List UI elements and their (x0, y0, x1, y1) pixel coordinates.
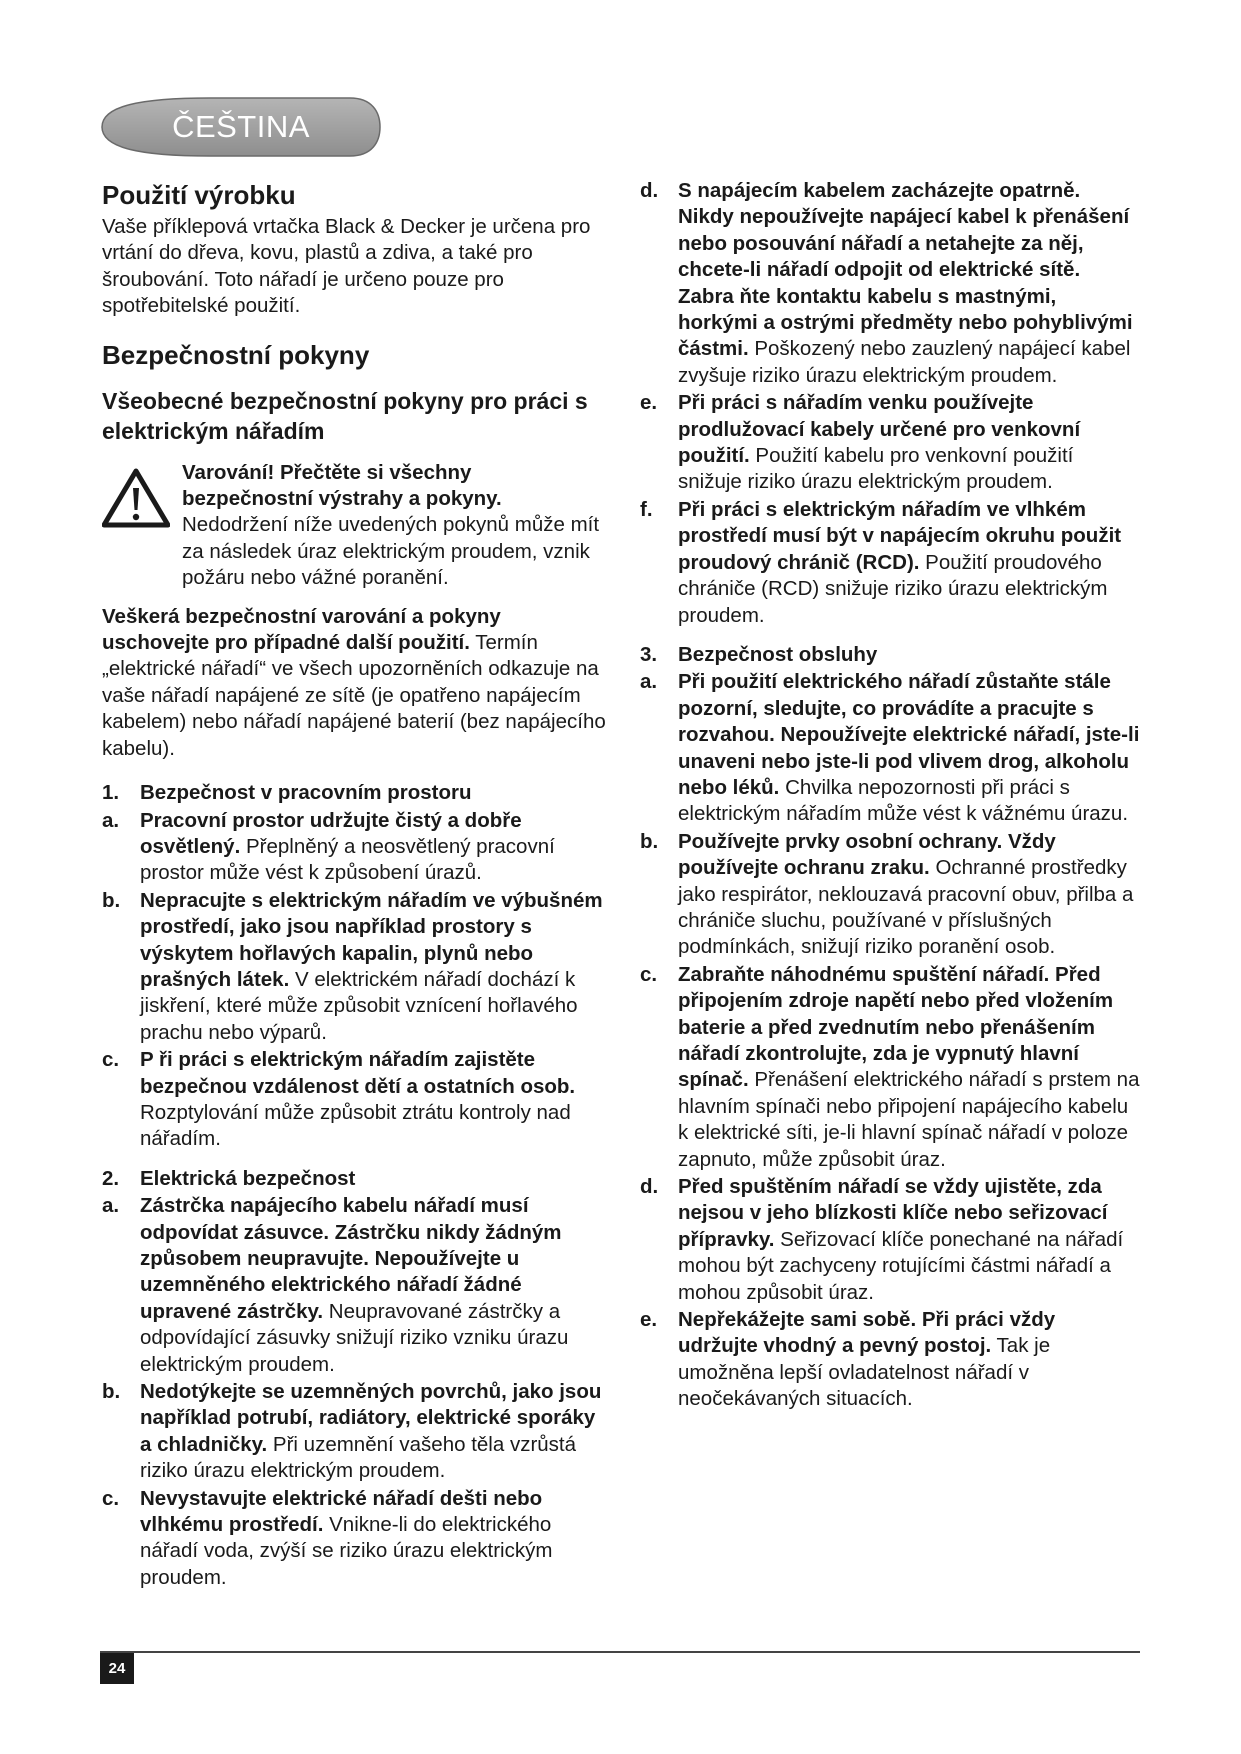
item-label: a. (640, 670, 658, 694)
item-label: a. (102, 1194, 120, 1218)
item-text: Přeplněný a neosvětlený pracovní prostor může vést k způsobení úrazů. (140, 834, 555, 885)
item-bold: Nedotýkejte se uzemněných povrchů, jako jsou například potrubí, radiátory, elektrické sporáky a chladničky. (140, 1380, 602, 1456)
item-bold: P ři práci s elektrickým nářadím zajistěte bezpečnou vzdálenost dětí a ostatních osob. (140, 1048, 576, 1098)
item-bold: Zástrčka napájecího kabelu nářadí musí odpovídat zásuvce. Zástrčku nikdy žádným způsobem neupravujte. Nepoužívejte u uzemněného elektrického nářadí žádné upravené zástrčky. (140, 1194, 562, 1323)
section-number: 2. (102, 1166, 120, 1190)
warning-text: Nedodržení níže uvedených pokynů může mít za následek úraz elektrickým proudem, vznik požáru nebo vážné poranění. (182, 513, 600, 590)
list-item (102, 888, 612, 1046)
list-item (102, 1047, 612, 1153)
item-label: c. (102, 1486, 120, 1510)
section-title: Elektrická bezpečnost (140, 1166, 356, 1190)
section-title: Bezpečnost v pracovním prostoru (140, 781, 472, 805)
item-label: c. (640, 962, 658, 986)
item-label: b. (102, 1380, 121, 1404)
section-heading-1 (102, 780, 612, 806)
item-text: V elektrickém nářadí dochází k jiskření, které může způsobit vznícení hořlavého prachu nebo výparů. (140, 967, 578, 1044)
warning-triangle-icon (102, 460, 182, 592)
section-number: 1. (102, 781, 120, 805)
keep-instructions (102, 604, 612, 762)
list-item (102, 1379, 612, 1485)
item-bold: Zabraňte náhodnému spuštění nářadí. Před připojením zdroje napětí nebo před vložením baterie a před zvednutím nebo přenášením nářadí zkontrolujte, zda je vypnutý hlavní spínač. (678, 962, 1114, 1092)
safety-subheading: Všeobecné bezpečnostní pokyny pro práci s elektrickým nářadím (102, 387, 588, 444)
list-item (640, 1307, 1140, 1413)
item-text: Tak je umožněna lepší ovladatelnost nářadí v neočekávaných situacích. (678, 1334, 1051, 1411)
item-bold: Nepracujte s elektrickým nářadím ve výbušném prostředí, jako jsou například prostory s výskytem hořlavých kapalin, plynů nebo prašných látek. (140, 888, 603, 991)
item-bold: Používejte prvky osobní ochrany. Vždy používejte ochranu zraku. (678, 829, 1056, 880)
section-title: Bezpečnost obsluhy (678, 642, 878, 666)
warning-block (102, 460, 612, 592)
keep-text: Termín „elektrické nářadí“ ve všech upozorněních odkazuje na vaše nářadí napájené ze sítě (je opatřeno napájecím kabelem) nebo nářadí napájené baterií (bez napájecího kabelu). (102, 631, 606, 760)
item-text: Rozptylování může způsobit ztrátu kontroly nad nářadím. (140, 1100, 571, 1151)
item-bold: Před spuštěním nářadí se vždy ujistěte, zda nejsou v jeho blízkosti klíče nebo seřizovací přípravky. (678, 1175, 1108, 1251)
list-item (640, 390, 1140, 496)
item-text: Vnikne-li do elektrického nářadí voda, zvýší se riziko úrazu elektrickým proudem. (140, 1513, 553, 1589)
keep-bold: Veškerá bezpečnostní varování a pokyny uschovejte pro případné další použití. (102, 604, 501, 655)
item-text: Seřizovací klíče ponechané na nářadí mohou být zachyceny rotujícími částmi nářadí a mohou způsobit úraz. (678, 1227, 1124, 1304)
intended-use-text: Vaše příklepová vrtačka Black & Decker je určena pro vrtání do dřeva, kovu, plastů a zdiva, a také pro šroubování. Toto nářadí je určeno pouze pro spotřebitelské použití. (102, 215, 591, 318)
item-text: Při uzemnění vašeho těla vzrůstá riziko úrazu elektrickým proudem. (140, 1432, 577, 1483)
item-label: a. (102, 808, 120, 832)
item-bold: Nepřekážejte sami sobě. Při práci vždy udržujte vhodný a pevný postoj. (678, 1308, 1056, 1358)
item-text: Neupravované zástrčky a odpovídající zásuvky snižují riziko vzniku úrazu elektrickým proudem. (140, 1299, 569, 1376)
warning-bold: Varování! Přečtěte si všechny bezpečnostní výstrahy a pokyny. (182, 460, 502, 511)
item-label: e. (640, 1308, 658, 1332)
list-item (640, 178, 1140, 389)
item-bold: Při práci s elektrickým nářadím ve vlhkém prostředí musí být v napájecím okruhu použit proudový chránič (RCD). (678, 497, 1122, 574)
item-text: Přenášení elektrického nářadí s prstem na hlavním spínači nebo připojení napájecího kabelu k elektrické síti, je-li hlavní spínač nářadí v poloze zapnuto, může způsobit úraz. (678, 1068, 1140, 1171)
item-label: e. (640, 391, 658, 415)
item-bold: S napájecím kabelem zacházejte opatrně. Nikdy nepoužívejte napájecí kabel k přenášení nebo posouvání nářadí a netahejte za něj, chcete-li nářadí odpojit od elektrické sítě. Zabra ňte kontaktu kabelu s mastnými, horkými a ostrými předměty nebo pohyblivými částmi. (678, 179, 1133, 361)
right-column (640, 178, 1140, 1414)
list-item (640, 669, 1140, 827)
item-bold: Pracovní prostor udržujte čistý a dobře osvětlený. (140, 808, 522, 858)
language-tab (100, 96, 382, 158)
footer-divider (100, 1651, 1140, 1653)
section-heading-2 (102, 1166, 612, 1192)
item-bold: Nevystavujte elektrické nářadí dešti nebo vlhkému prostředí. (140, 1486, 543, 1537)
section-number: 3. (640, 642, 658, 666)
list-item (640, 497, 1140, 629)
item-bold: Při práci s nářadím venku používejte prodlužovací kabely určené pro venkovní použití. (678, 391, 1081, 468)
intended-use-heading: Použití výrobku (102, 180, 296, 210)
item-label: d. (640, 179, 659, 202)
list-item (640, 962, 1140, 1173)
item-label: b. (102, 888, 121, 912)
safety-heading: Bezpečnostní pokyny (102, 339, 370, 370)
item-label: f. (640, 497, 653, 521)
list-item (102, 1486, 612, 1592)
section-heading-3 (640, 642, 1140, 668)
item-label: c. (102, 1048, 120, 1072)
item-text: Použití kabelu pro venkovní použití snižuje riziko úrazu elektrickým proudem. (678, 444, 1074, 494)
list-item (102, 808, 612, 887)
item-text: Chvilka nepozornosti při práci s elektrickým nářadím může vést k vážnému úrazu. (678, 775, 1129, 826)
list-item (640, 1174, 1140, 1306)
item-text: Ochranné prostředky jako respirátor, neklouzavá pracovní obuv, přilba a chrániče sluchu, používané v příslušných podmínkách, snižují riziko poranění osob. (678, 856, 1134, 959)
list-item (102, 1193, 612, 1378)
item-text: Poškozený nebo zauzlený napájecí kabel zvyšuje riziko úrazu elektrickým proudem. (678, 337, 1131, 387)
page-number: 24 (100, 1653, 134, 1684)
list-item (640, 829, 1140, 961)
item-label: d. (640, 1175, 659, 1199)
item-bold: Při použití elektrického nářadí zůstaňte stále pozorní, sledujte, co provádíte a pracujte s rozvahou. Nepoužívejte elektrické nářadí, jste-li unaveni nebo jste-li pod vlivem drog, alkoholu nebo léků. (678, 670, 1140, 799)
left-column (102, 178, 612, 1592)
language-label: ČEŠTINA (172, 109, 310, 144)
item-label: b. (640, 829, 659, 853)
item-text: Použití proudového chrániče (RCD) snižuje riziko úrazu elektrickým proudem. (678, 550, 1108, 627)
